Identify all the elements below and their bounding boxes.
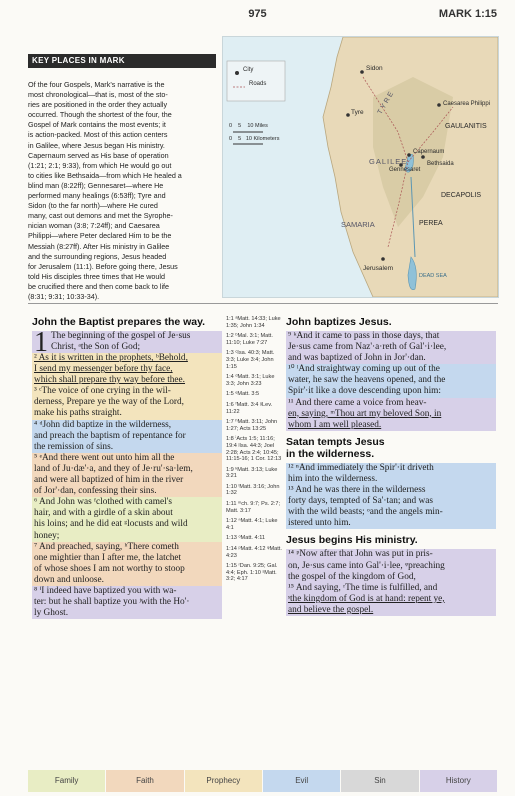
verse-line: land of Ju·dæ'·a, and they of Je·ru'·sa·lem, [32,464,222,475]
key-places-line: told His disciples three times that He would [28,271,166,281]
place-sidon: Sidon [366,65,383,72]
verse-line: ⁹ ᵏAnd it came to pass in those days, that [286,331,496,342]
verse-line: ⁷ And preached, saying, ʰThere cometh [32,542,222,553]
verse-line: I send my messenger before thy face, [32,364,222,375]
key-places-line: is action-packed. Most of this action centers [28,130,168,140]
verse-line: water, he saw the heavens opened, and the [286,375,496,386]
verse-line: ter: but he shall baptize you ʲwith the Ho'· [32,597,222,608]
key-places-line: Gospel of Mark contains the most events; it [28,120,166,130]
cross-reference: 1:11 ᵐch. 9:7; Ps. 2:7; Matt. 3:17 [226,501,281,514]
verse-line: ly Ghost. [32,608,222,619]
map-graphic [223,37,498,297]
right-verses-2 [286,463,496,530]
cross-reference: 1:6 ᶠMatt. 3:4 ᵍLev. 11:22 [226,401,273,415]
key-places-line: for Jerusalem (11:1). Before going there, Jesus [28,261,178,271]
verse-line: ³ ᶜThe voice of one crying in the wil- [32,386,222,397]
verse-line: of whose shoes I am not worthy to stoop [32,564,222,575]
place-tyre-region: TYRE [376,89,397,116]
cross-references [226,316,282,587]
section-divider [28,303,498,304]
verse-line: and were all baptized of him in the river [32,475,222,486]
heading-john-baptizes-jesus: John baptizes Jesus. [286,316,392,328]
verse-line: one mightier than I after me, the latchet [32,553,222,564]
key-places-line: Sidon (to the far north)—where He cured [28,201,158,211]
cross-reference: 1:4 ᵈMatt. 3:1; Luke 3:3; John 3:23 [226,374,275,387]
verse-line: ¹² ⁿAnd immediately the Spir'·it driveth [286,463,496,474]
place-dead-sea: DEAD SEA [419,273,447,279]
legend-prophecy: Prophecy [185,770,262,792]
heading-satan-tempts-line1: Satan tempts Jesus [286,435,385,448]
verse-line: Spir'·it like a dove descending upon him: [286,386,496,397]
verse-line [32,331,222,353]
cross-reference: 1:1 ᵃMatt. 14:33; Luke 1:35; John 1:34 [226,316,281,329]
key-places-title: KEY PLACES IN MARK [28,54,216,68]
key-places-line: occurred. Though the shortest of the four, the [28,110,172,120]
verse-text: The beginning of the gospel of Je·sus [51,331,191,341]
map-legend-roads: Roads [249,81,267,87]
cross-reference: 1:3 ᶜIsa. 40:3; Matt. 3:3; Luke 3:4; John 1:15 [226,350,275,370]
verse-line: Je·sus came from Naz'·a·reth of Gal'·i·lee, [286,342,496,353]
key-places-line: Of the four Gospels, Mark’s narrative is the [28,80,165,89]
verse-line: hair, and with a girdle of a skin about [32,508,222,519]
verse-line: ¹⁴ ᵖNow after that John was put in pris- [286,549,496,560]
verse-line: en, saying, ᵐThou art my beloved Son, in [286,409,496,420]
verse-line: which shall prepare thy way before thee. [32,375,222,386]
place-jerusalem: Jerusalem [363,265,393,272]
verse-line: ⁸ ⁱI indeed have baptized you with wa- [32,586,222,597]
heading-jesus-ministry: Jesus begins His ministry. [286,534,418,547]
key-places-line: (1:21; 2:1; 9:33), from which He would go out [28,160,172,170]
place-decapolis: DECAPOLIS [441,192,482,199]
map-of-palestine [222,36,499,298]
cross-reference: 1:10 ˡMatt. 3:16; John 1:32 [226,483,280,497]
map-legend-city: City [243,67,254,73]
verse-line: make his paths straight. [32,408,222,419]
place-gennesaret: Gennesaret [389,167,421,173]
verse-line: the remission of sins. [32,442,222,453]
legend-history: History [420,770,497,792]
verse-line: ⁵ ᵉAnd there went out unto him all the [32,453,222,464]
chapter-number: 1 [34,331,48,353]
verse-line: him into the wilderness. [286,474,496,485]
verse-line: ¹⁰ ˡAnd straightway coming up out of the [286,364,496,375]
verse-text: Christ, ᵃthe Son of God; [51,342,141,353]
cross-reference: 1:7 ʰMatt. 3:11; John 1:27; Acts 13:25 [226,419,278,432]
verse-line: ˢthe kingdom of God is at hand: repent ye, [286,594,496,605]
verse-line: istered unto him. [286,518,496,529]
verse-line: derness, Prepare ye the way of the Lord, [32,397,222,408]
right-verses-1 [286,331,496,431]
place-galilee: GALILEE [369,157,408,166]
verse-line: down and unloose. [32,575,222,586]
legend-evil: Evil [263,770,340,792]
key-places-line: and the surrounding regions, Jesus headed [28,251,167,261]
cross-reference: 1:8 ⁱActs 1:5; 11:16; 19:4 ʲIsa. 44:3; Joel 2:28; Acts 2:4; 10:45; 11:15-16; 1 Cor. 12:13 [226,436,282,463]
verse-line: on, Je·sus came into Gal'·i·lee, ᵠpreaching [286,561,496,572]
key-places-line: nician woman (3:8; 7:24ff); and Caesarea [28,221,160,231]
heading-satan-tempts-line2: in the wilderness. [286,447,375,460]
legend-family: Family [28,770,105,792]
legend-sin: Sin [341,770,418,792]
place-bethsaida: Bethsaida [427,161,454,167]
left-verses [32,331,222,619]
verse-line: and was baptized of John in Jor'·dan. [286,353,496,364]
map-scale-miles: 0 5 10 Miles [229,123,268,129]
verse-line: and believe the gospel. [286,605,496,616]
verse-line: and preach the baptism of repentance for [32,431,222,442]
cross-reference: 1:15 ʳDan. 9:25; Gal. 4:4; Eph. 1:10 ˢMatt. 3:2; 4:17 [226,563,278,583]
verse-line: with the wild beasts; ᵒand the angels min- [286,507,496,518]
key-places-line: in Galilee, where Jesus began His ministry. [28,140,165,150]
cross-reference: 1:2 ᵇMal. 3:1; Matt. 11:10; Luke 7:27 [226,333,273,346]
cross-reference: 1:13 ᵒMatt. 4:11 [226,535,266,542]
key-places-line: ries are positioned in the order they actually [28,100,168,110]
heading-satan-tempts [286,436,496,460]
verse-line: ¹³ And he was there in the wilderness [286,485,496,496]
key-places-line: Messiah (8:27ff). After His ministry in Galilee [28,241,170,251]
key-places-line: (8:31; 9:31; 10:33-34). [28,291,100,301]
key-places-line: many, cast out demons and met the Syrophe- [28,211,173,221]
place-tyre: Tyre [351,109,364,116]
key-places-text [28,80,216,302]
cross-reference: 1:5 ᵉMatt. 3:5 [226,391,260,398]
map-scale-km: 0 5 10 Kilometers [229,136,280,142]
verse-line: of Jor'·dan, confessing their sins. [32,486,222,497]
right-verses-3 [286,549,496,616]
cross-reference: 1:9 ᵏMatt. 3:13; Luke 3:21 [226,466,278,480]
color-legend [28,770,498,792]
place-perea: PEREA [419,220,443,227]
key-places-line: blind man (8:22ff); Gennesaret—where He [28,180,164,190]
place-samaria: SAMARIA [341,220,375,229]
cross-reference: 1:12 ⁿMatt. 4:1; Luke 4:1 [226,518,278,531]
heading-john-baptist: John the Baptist prepares the way. [32,316,206,328]
verse-line: the gospel of the kingdom of God, [286,572,496,583]
page-number: 975 [248,8,267,20]
verse-line: ¹¹ And there came a voice from heav- [286,398,496,409]
place-gaulanitis: GAULANITIS [445,123,487,130]
verse-line: honey; [32,531,222,542]
key-places-line: Capernaum served as His base of operation [28,150,169,160]
verse-line: ¹⁵ And saying, ʳThe time is fulfilled, and [286,583,496,594]
place-capernaum: Capernaum [413,149,445,155]
key-places-line: to cities like Bethsaida—from which He healed a [28,170,182,180]
running-head: MARK 1:15 [438,8,497,20]
verse-line: ² As it is written in the prophets, ᵇBehold, [32,353,222,364]
key-places-line: most chronological—that is, most of the sto- [28,90,168,100]
cross-reference: 1:14 ᵖMatt. 4:12 ᵠMatt. 4:23 [226,546,282,559]
key-places-line: Philippi—where Peter declared Him to be the [28,231,172,241]
right-text-column [286,316,496,616]
key-places-line: performed many healings (6:53ff); Tyre and [28,191,166,201]
verse-line: his loins; and he did eat ᵍlocusts and wild [32,519,222,530]
left-text-column [32,316,222,619]
verse-line: forty days, tempted of Sa'·tan; and was [286,496,496,507]
verse-line: whom I am well pleased. [286,420,496,431]
verse-line: ⁶ And John was ᶠclothed with camel's [32,497,222,508]
place-caesarea-philippi: Caesarea Philippi [443,101,491,107]
legend-faith: Faith [106,770,183,792]
verse-line: ⁴ ᵈJohn did baptize in the wilderness, [32,420,222,431]
key-places-line: be crucified there and then come back to life [28,281,170,291]
